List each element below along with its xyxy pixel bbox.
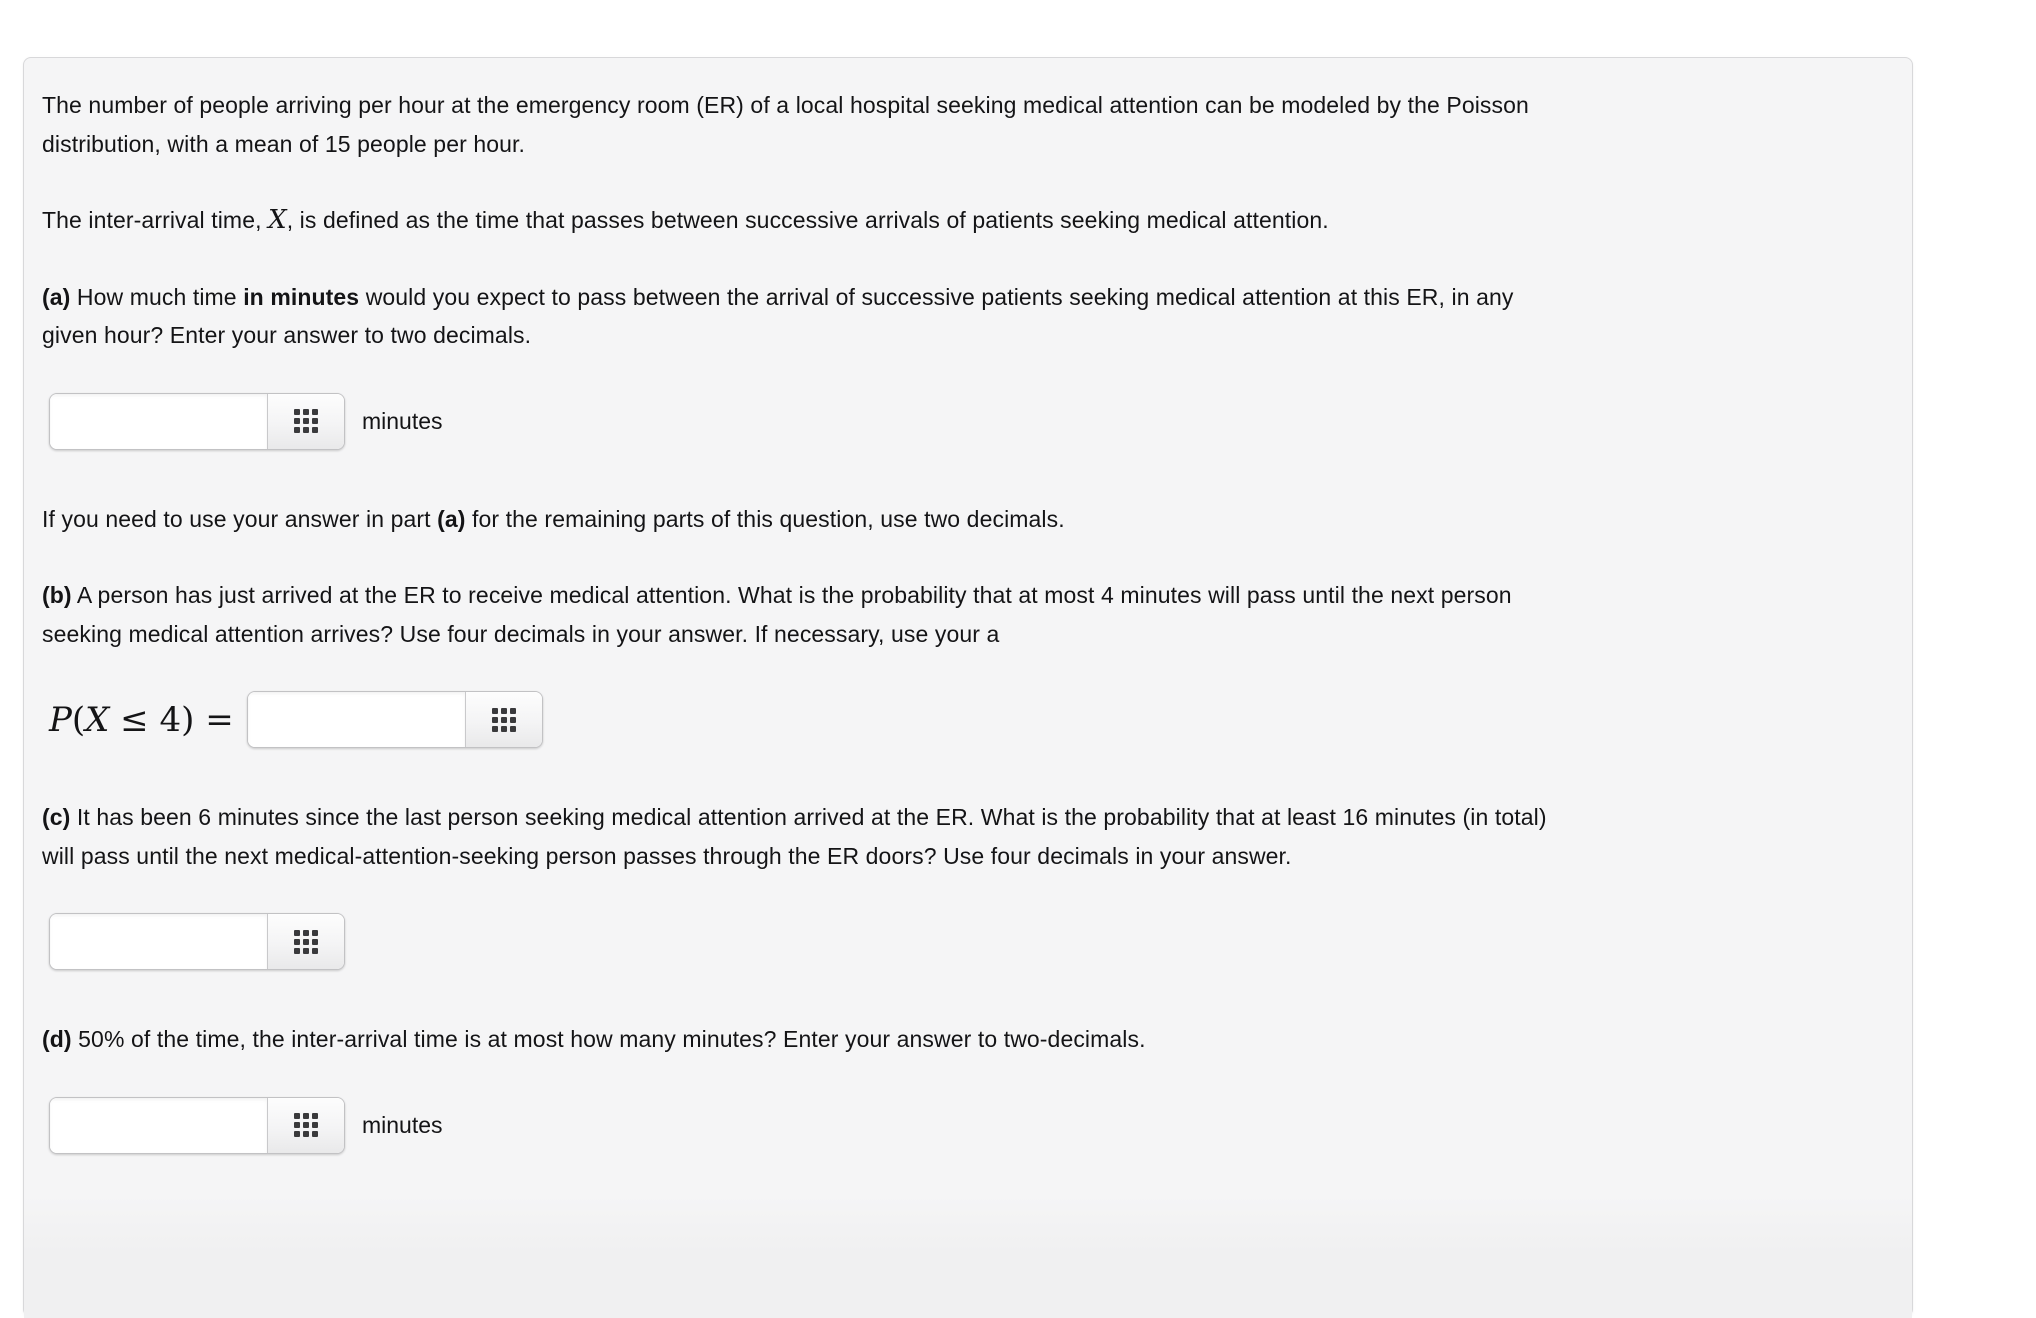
part-a-prompt-line-2 [42,316,1892,355]
question-content [24,58,1912,1154]
text-segment: The number of people arriving per hour at the emergency room (ER) of a local hospital seeking medical attention can be modeled by the Poisson [42,92,1529,118]
question-card [23,57,1913,1317]
text-segment: (d) [42,1026,72,1052]
part-d-prompt [42,1020,1892,1059]
formula-segment: ) = [181,699,234,740]
part-d-answer-input[interactable] [50,1098,267,1153]
text-segment: The inter-arrival time, [42,207,269,233]
part-d-prompt-line-1 [42,1020,1892,1059]
text-segment: in minutes [243,283,360,310]
card-footer [24,1196,1912,1318]
part-b-prompt-line-2 [42,615,1892,654]
math-variable: X [268,205,287,235]
question-intro-line-2 [42,125,1892,164]
part-c-answer-input[interactable] [50,914,267,969]
part-a-prompt-line-1 [42,278,1892,317]
keypad-grid-icon [294,1113,318,1137]
part-a-answer-row [42,393,1892,450]
part-b-answer-row [42,691,1892,748]
question-intro [42,86,1892,163]
part-a-answer-keypad-button[interactable] [267,394,344,449]
part-a-answer-unit-label: minutes [362,407,443,434]
part-b-answer-expression [49,700,234,740]
formula-segment: ≤ 4 [109,699,182,740]
interarrival-definition [42,201,1892,240]
part-c-answer-input-group [49,913,345,970]
text-segment: for the remaining parts of this question, use two decimals. [465,505,1065,532]
part-a-answer-input-group [49,393,345,450]
part-d-answer-input-group [49,1097,345,1154]
part-c-prompt-line-2 [42,837,1892,876]
text-segment: How much time [70,283,244,310]
text-segment: distribution, with a mean of 15 people per hour. [42,130,525,157]
part-a-note-line-1 [42,500,1892,539]
text-segment: A person has just arrived at the ER to receive medical attention. What is the probability that at most 4 minutes will pass until the next person [71,582,1512,608]
part-d-answer-unit-label: minutes [362,1111,443,1138]
text-segment: given hour? Enter your answer to two decimals. [42,322,532,348]
text-segment: (a) [437,505,466,532]
part-b-prompt-line-1 [42,576,1892,615]
part-b-prompt [42,576,1892,653]
text-segment: (c) [42,804,71,830]
part-b-answer-input-group [247,691,543,748]
text-segment: would you expect to pass between the arrival of successive patients seeking medical attention at this ER, in any [359,283,1514,310]
part-d-answer-row [42,1097,1892,1154]
text-segment: If you need to use your answer in part [42,505,438,532]
part-a-answer-input[interactable] [50,394,267,449]
text-segment: 50% of the time, the inter-arrival time is at most how many minutes? Enter your answer to two-decimals. [71,1026,1146,1052]
part-c-prompt-line-1 [42,798,1892,837]
keypad-grid-icon [294,930,318,954]
text-segment: , is defined as the time that passes between successive arrivals of patients seeking medical attention. [286,207,1329,233]
text-segment: (a) [42,283,71,310]
text-segment: will pass until the next medical-attention-seeking person passes through the ER doors? Use four decimals in your answer. [42,842,1292,869]
part-b-answer-input[interactable] [248,692,465,747]
formula-segment: ( [71,699,86,740]
formula-segment: P [49,699,72,740]
part-d-answer-keypad-button[interactable] [267,1098,344,1153]
keypad-grid-icon [492,708,516,732]
text-segment: It has been 6 minutes since the last person seeking medical attention arrived at the ER. What is the probability that at least 16 minutes (in total) [70,804,1547,830]
part-c-prompt [42,798,1892,875]
part-b-answer-keypad-button[interactable] [465,692,542,747]
text-segment: (b) [42,582,72,608]
interarrival-definition-line-1 [42,201,1892,240]
part-a-prompt [42,278,1892,355]
question-intro-line-1 [42,86,1892,125]
text-segment: seeking medical attention arrives? Use four decimals in your answer. If necessary, use your a [42,620,1000,647]
part-c-answer-keypad-button[interactable] [267,914,344,969]
formula-segment: X [85,699,110,740]
part-c-answer-row [42,913,1892,970]
keypad-grid-icon [294,409,318,433]
part-a-note [42,500,1892,539]
